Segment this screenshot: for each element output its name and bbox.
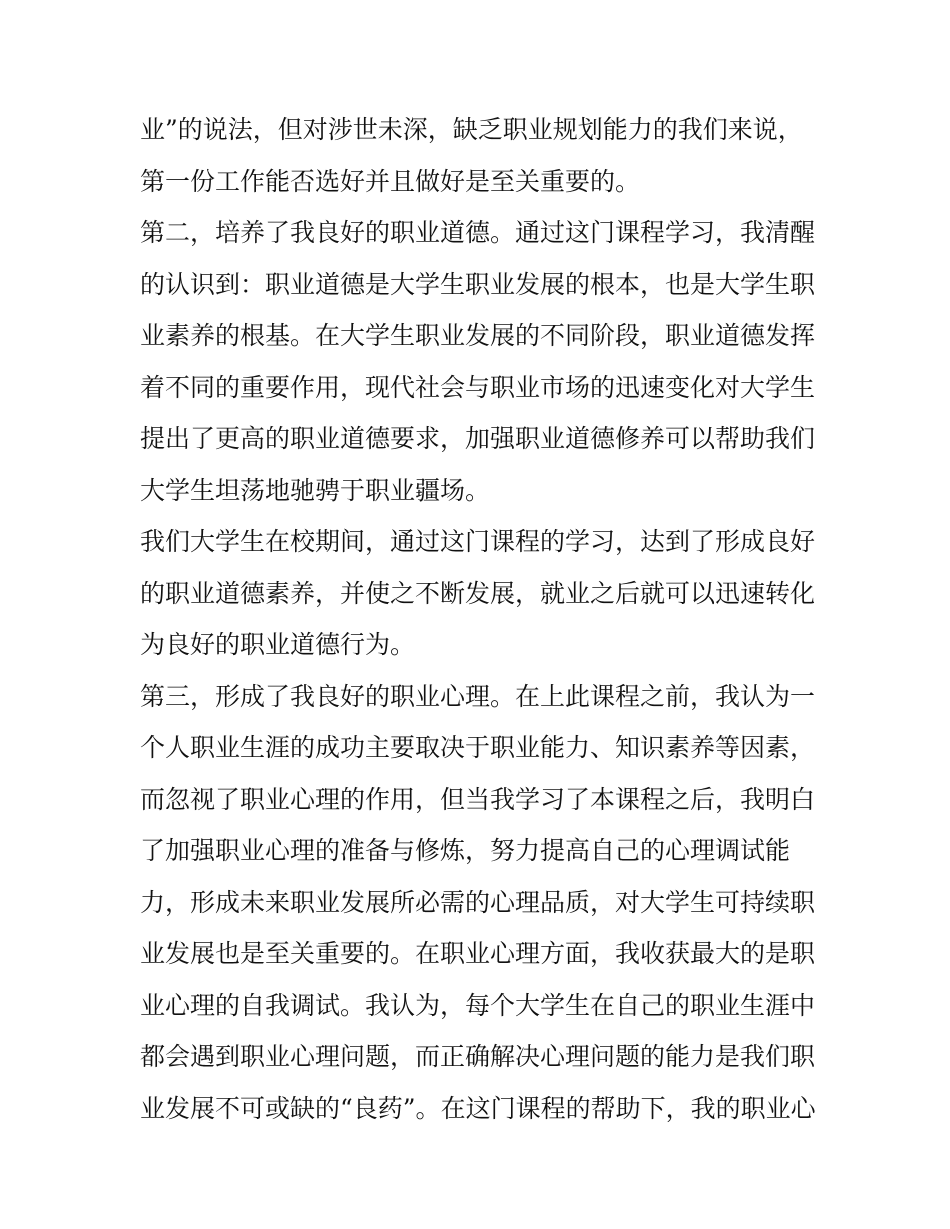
text-line: 第三，形成了我良好的职业心理。在上此课程之前，我认为一 <box>140 681 816 711</box>
text-line: 第一份工作能否选好并且做好是至关重要的。 <box>140 166 641 196</box>
text-line: 大学生坦荡地驰骋于职业疆场。 <box>140 475 491 505</box>
text-line: 第二，培养了我良好的职业道德。通过这门课程学习，我清醒 <box>140 218 816 247</box>
text-line: 都会遇到职业心理问题，而正确解决心理问题的能力是我们职 <box>140 1042 816 1071</box>
text-line: 业心理的自我调试。我认为，每个大学生在自己的职业生涯中 <box>140 990 816 1020</box>
text-line: 为良好的职业道德行为。 <box>140 630 416 659</box>
text-line: 了加强职业心理的准备与修炼，努力提高自己的心理调试能 <box>140 836 791 865</box>
text-line: 业”的说法，但对涉世未深，缺乏职业规划能力的我们来说， <box>140 115 803 144</box>
text-line: 业发展不可或缺的“良药”。在这门课程的帮助下，我的职业心 <box>140 1093 816 1123</box>
text-line: 业发展也是至关重要的。在职业心理方面，我收获最大的是职 <box>140 939 816 968</box>
text-line: 而忽视了职业心理的作用，但当我学习了本课程之后，我明白 <box>140 784 816 814</box>
text-line: 个人职业生涯的成功主要取决于职业能力、知识素养等因素， <box>140 733 816 762</box>
text-line: 的职业道德素养，并使之不断发展，就业之后就可以迅速转化 <box>140 578 816 608</box>
text-line: 提出了更高的职业道德要求，加强职业道德修养可以帮助我们 <box>140 424 816 453</box>
text-line: 的认识到：职业道德是大学生职业发展的根本，也是大学生职 <box>140 269 816 299</box>
text-line: 我们大学生在校期间，通过这门课程的学习，达到了形成良好 <box>140 527 816 556</box>
text-line: 力，形成未来职业发展所必需的心理品质，对大学生可持续职 <box>140 887 816 917</box>
body-text <box>140 104 830 1134</box>
text-line: 业素养的根基。在大学生职业发展的不同阶段，职业道德发挥 <box>140 321 816 350</box>
text-line: 着不同的重要作用，现代社会与职业市场的迅速变化对大学生 <box>140 372 816 402</box>
